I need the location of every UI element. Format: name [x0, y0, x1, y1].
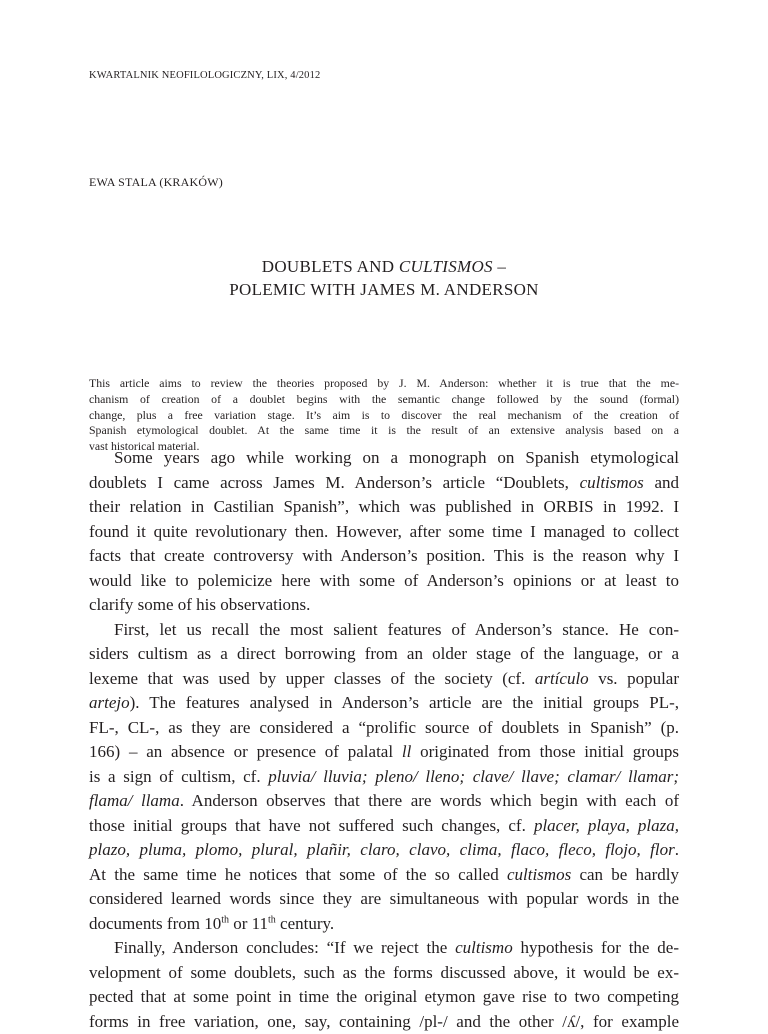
body-line: considered learned words since they are simultaneous with popular words in the — [89, 887, 679, 912]
text-run: . — [675, 840, 679, 859]
text-run: documents from 10 — [89, 914, 221, 933]
body-line — [89, 471, 679, 496]
title-dash: – — [493, 257, 506, 276]
superscript: th — [221, 914, 229, 925]
text-run: century. — [276, 914, 334, 933]
title-italic: CULTISMOS — [399, 257, 493, 276]
article-title-line-1 — [89, 255, 679, 278]
body-line — [89, 740, 679, 765]
body-line — [89, 667, 679, 692]
italic-term: placer, playa, plaza, — [534, 816, 679, 835]
italic-term: pluvia/ lluvia; pleno/ lleno; clave/ llave; clamar/ llamar; — [268, 767, 679, 786]
abstract-line: This article aims to review the theories proposed by J. M. Anderson: whether it is true that the me- — [89, 376, 679, 392]
body-line — [89, 814, 679, 839]
text-run: those initial groups that have not suffered such changes, cf. — [89, 816, 526, 835]
abstract-line: vast historical material. — [89, 439, 679, 455]
text-run: hypothesis for the de- — [513, 938, 679, 957]
body-line — [89, 765, 679, 790]
body-line: clarify some of his observations. — [89, 593, 679, 618]
text-run: . Anderson observes that there are words which begin with each of — [180, 791, 679, 810]
body-line — [89, 691, 679, 716]
text-run: or 11 — [229, 914, 268, 933]
text-run: can be hardly — [571, 865, 679, 884]
journal-header: KWARTALNIK NEOFILOLOGICZNY, LIX, 4/2012 — [89, 70, 320, 81]
italic-term: ll — [402, 742, 411, 761]
body-line — [89, 838, 679, 863]
text-run: vs. popular — [589, 669, 679, 688]
author-line: EWA STALA (KRAKÓW) — [89, 175, 223, 190]
article-title-line-2: POLEMIC WITH JAMES M. ANDERSON — [89, 278, 679, 301]
body-line — [89, 789, 679, 814]
text-run: originated from those initial groups — [411, 742, 679, 761]
body-line: FL-, CL-, as they are considered a “prolific source of doublets in Spanish” (p. — [89, 716, 679, 741]
body-line: their relation in Castilian Spanish”, which was published in ORBIS in 1992. I — [89, 495, 679, 520]
italic-term: cultismos — [507, 865, 571, 884]
text-run: is a sign of cultism, cf. — [89, 767, 268, 786]
body-line: First, let us recall the most salient features of Anderson’s stance. He con- — [89, 618, 679, 643]
body-line — [89, 912, 679, 937]
body-line — [89, 936, 679, 961]
text-run: doublets I came across James M. Anderson’s article “Doublets, — [89, 473, 580, 492]
abstract-line: chanism of creation of a doublet begins with the semantic change followed by the sound (formal) — [89, 392, 679, 408]
text-run: Finally, Anderson concludes: “If we reject the — [114, 938, 455, 957]
body-line: found it quite revolutionary then. However, after some time I managed to collect — [89, 520, 679, 545]
body-text — [89, 446, 679, 1034]
title-text: DOUBLETS AND — [262, 257, 399, 276]
italic-term: artejo — [89, 693, 130, 712]
text-run: 166) – an absence or presence of palatal — [89, 742, 402, 761]
italic-term: cultismo — [455, 938, 513, 957]
superscript: th — [268, 914, 276, 925]
text-run: At the same time he notices that some of the so called — [89, 865, 507, 884]
abstract — [89, 376, 679, 455]
body-line: velopment of some doublets, such as the forms discussed above, it would be ex- — [89, 961, 679, 986]
body-line: pected that at some point in time the original etymon gave rise to two competing — [89, 985, 679, 1010]
body-line: siders cultism as a direct borrowing from an older stage of the language, or a — [89, 642, 679, 667]
text-run: ). The features analysed in Anderson’s article are the initial groups PL-, — [130, 693, 679, 712]
text-run: lexeme that was used by upper classes of the society (cf. — [89, 669, 535, 688]
abstract-line: Spanish etymological doublet. At the same time it is the result of an extensive analysis based on a — [89, 423, 679, 439]
italic-term: plazo, pluma, plomo, plural, plañir, claro, clavo, clima, flaco, fleco, flojo, flor — [89, 840, 675, 859]
body-line: Some years ago while working on a monograph on Spanish etymological — [89, 446, 679, 471]
body-line — [89, 863, 679, 888]
body-line: forms in free variation, one, say, containing /pl-/ and the other /ʎ/, for example — [89, 1010, 679, 1034]
italic-term: flama/ llama — [89, 791, 180, 810]
body-line: would like to polemicize here with some of Anderson’s opinions or at least to — [89, 569, 679, 594]
text-run: and — [644, 473, 679, 492]
abstract-line: change, plus a free variation stage. It’s aim is to discover the real mechanism of the creation of — [89, 408, 679, 424]
italic-term: artículo — [535, 669, 589, 688]
italic-term: cultismos — [580, 473, 644, 492]
body-line: facts that create controversy with Anderson’s position. This is the reason why I — [89, 544, 679, 569]
